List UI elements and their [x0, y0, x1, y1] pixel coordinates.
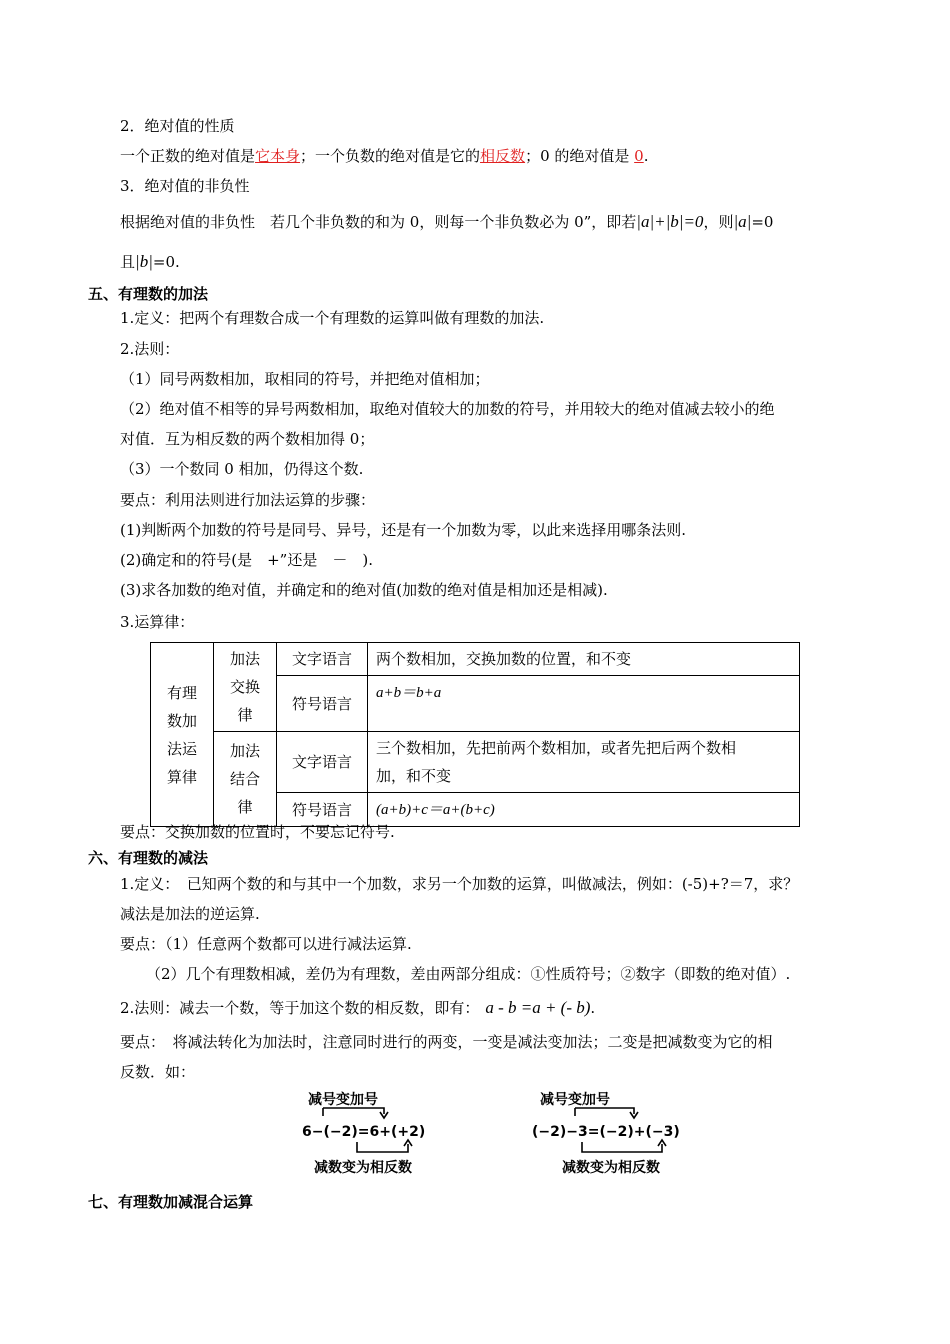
abs-property-title: 2．绝对值的性质	[120, 117, 235, 135]
word-language-label: 文字语言	[277, 732, 368, 793]
commutative-symbol	[368, 676, 800, 732]
figure-bottom-label: 减数变为相反数	[562, 1160, 660, 1176]
text-span: ；0 的绝对值是	[525, 147, 635, 165]
subtraction-keypoint-2: （2）几个有理数相减，差仍为有理数，差由两部分组成：①性质符号；②数字（即数的绝对值）.	[146, 965, 791, 983]
subtraction-keypoint-3b: 反数．如：	[120, 1063, 196, 1081]
arrow-icon	[575, 1108, 638, 1118]
text-span: ；一个负数的绝对值是它的	[300, 147, 481, 165]
addition-rule-title: 2.法则：	[120, 340, 180, 358]
math-abs-a: |a|	[733, 212, 752, 231]
addition-keypoint: 要点：利用法则进行加法运算的步骤：	[120, 491, 376, 509]
subtraction-figure-2	[530, 1086, 700, 1178]
addition-laws-table	[150, 642, 800, 827]
associative-symbol	[368, 793, 800, 827]
section-heading-mixed: 七、有理数加减混合运算	[88, 1193, 254, 1211]
nonneg-text-2	[120, 252, 180, 272]
cell-text: 有理	[166, 683, 197, 702]
math-abs-b: |b|	[135, 252, 153, 271]
math-text: (a+b)+c＝a+(b+c)	[376, 802, 495, 818]
text-span: =0.	[152, 253, 180, 271]
subtraction-rule	[120, 998, 595, 1018]
addition-note: 要点：交换加数的位置时，不要忘记符号.	[120, 823, 395, 841]
symbol-language-label: 符号语言	[277, 793, 368, 827]
arrow-icon	[357, 1140, 412, 1152]
cell-text: 三个数相加，先把前两个数相加，或者先把后两个数相	[376, 739, 737, 757]
addition-step-3: (3)求各加数的绝对值，并确定和的绝对值(加数的绝对值是相加还是相减).	[120, 581, 608, 599]
section-heading-addition: 五、有理数的加法	[88, 285, 209, 303]
text-span: =0	[751, 213, 774, 231]
addition-definition: 1.定义：把两个有理数合成一个有理数的运算叫做有理数的加法.	[120, 309, 545, 327]
nonneg-text-1	[120, 212, 773, 232]
addition-rule-1: （1）同号两数相加，取相同的符号，并把绝对值相加；	[120, 370, 490, 388]
math-subtraction-rule: a - b =a + (- b)	[485, 998, 591, 1017]
answer-opposite: 相反数	[480, 147, 526, 165]
table-row-header	[151, 643, 214, 827]
symbol-language-label: 符号语言	[277, 676, 368, 732]
arrow-icon	[582, 1140, 666, 1152]
abs-property-text	[120, 146, 648, 166]
cell-text: 律	[237, 798, 253, 816]
math-text: a+b＝b+a	[376, 685, 442, 701]
answer-itself: 它本身	[255, 147, 301, 165]
laws-title: 3.运算律：	[120, 613, 195, 631]
text-span: 根据绝对值的非负性 若几个非负数的和为 0，则每一个非负数必为 0”，即若	[120, 213, 637, 231]
cell-text: 加法	[229, 742, 260, 760]
figure-top-label: 减号变加号	[308, 1092, 378, 1108]
cell-text: 结合	[229, 770, 260, 788]
addition-rule-2a: （2）绝对值不相等的异号两数相加，取绝对值较大的加数的符号，并用较大的绝对值减去较小的绝	[120, 400, 775, 418]
cell-text: 算律	[166, 767, 197, 786]
text-span: .	[590, 999, 596, 1017]
figure-bottom-label: 减数变为相反数	[314, 1160, 412, 1176]
figure-expression: 6−(−2)=6+(+2)	[302, 1124, 426, 1140]
cell-text: 数加	[166, 711, 197, 730]
text-span: ，则	[703, 213, 734, 231]
section-heading-subtraction: 六、有理数的减法	[88, 849, 209, 867]
subtraction-keypoint-1: 要点：（1）任意两个数都可以进行减法运算.	[120, 935, 412, 953]
text-span: 且	[120, 253, 136, 271]
cell-text: 律	[237, 706, 253, 724]
arrow-icon	[323, 1108, 388, 1118]
addition-step-1: (1)判断两个加数的符号是同号、异号，还是有一个加数为零，以此来选择用哪条法则.	[120, 521, 687, 539]
subtraction-keypoint-3a: 要点： 将减法转化为加法时，注意同时进行的两变，一变是减法变加法；二变是把减数变为它的相	[120, 1033, 773, 1051]
addition-rule-2b: 对值．互为相反数的两个数相加得 0；	[120, 430, 375, 448]
associative-law-cell	[214, 732, 277, 827]
commutative-law-cell	[214, 643, 277, 732]
nonneg-title: 3．绝对值的非负性	[120, 177, 250, 195]
cell-text: 交换	[229, 678, 260, 696]
figure-top-label: 减号变加号	[540, 1092, 610, 1108]
math-abs-sum: |a|+|b|=0	[636, 212, 704, 231]
subtraction-definition-b: 减法是加法的逆运算.	[120, 905, 260, 923]
cell-text: 法运	[166, 739, 197, 758]
text-span: 2.法则：减去一个数，等于加这个数的相反数，即有：	[120, 999, 480, 1017]
cell-text: 加法	[229, 650, 260, 668]
text-span: 一个正数的绝对值是	[120, 147, 256, 165]
subtraction-definition-a: 1.定义： 已知两个数的和与其中一个加数，求另一个加数的运算，叫做减法，例如：(-5)+?＝7，求？	[120, 875, 799, 893]
addition-step-2: (2)确定和的符号(是 +”还是 － ).	[120, 551, 373, 569]
addition-rule-3: （3）一个数同 0 相加，仍得这个数.	[120, 460, 364, 478]
cell-text: 加，和不变	[376, 767, 452, 785]
commutative-word: 两个数相加，交换加数的位置，和不变	[368, 643, 800, 676]
figure-expression: (−2)−3=(−2)+(−3)	[532, 1124, 680, 1140]
associative-word	[368, 732, 800, 793]
text-span: .	[643, 147, 649, 165]
answer-zero: 0	[634, 147, 644, 165]
subtraction-figure-1	[300, 1086, 460, 1178]
word-language-label: 文字语言	[277, 643, 368, 676]
